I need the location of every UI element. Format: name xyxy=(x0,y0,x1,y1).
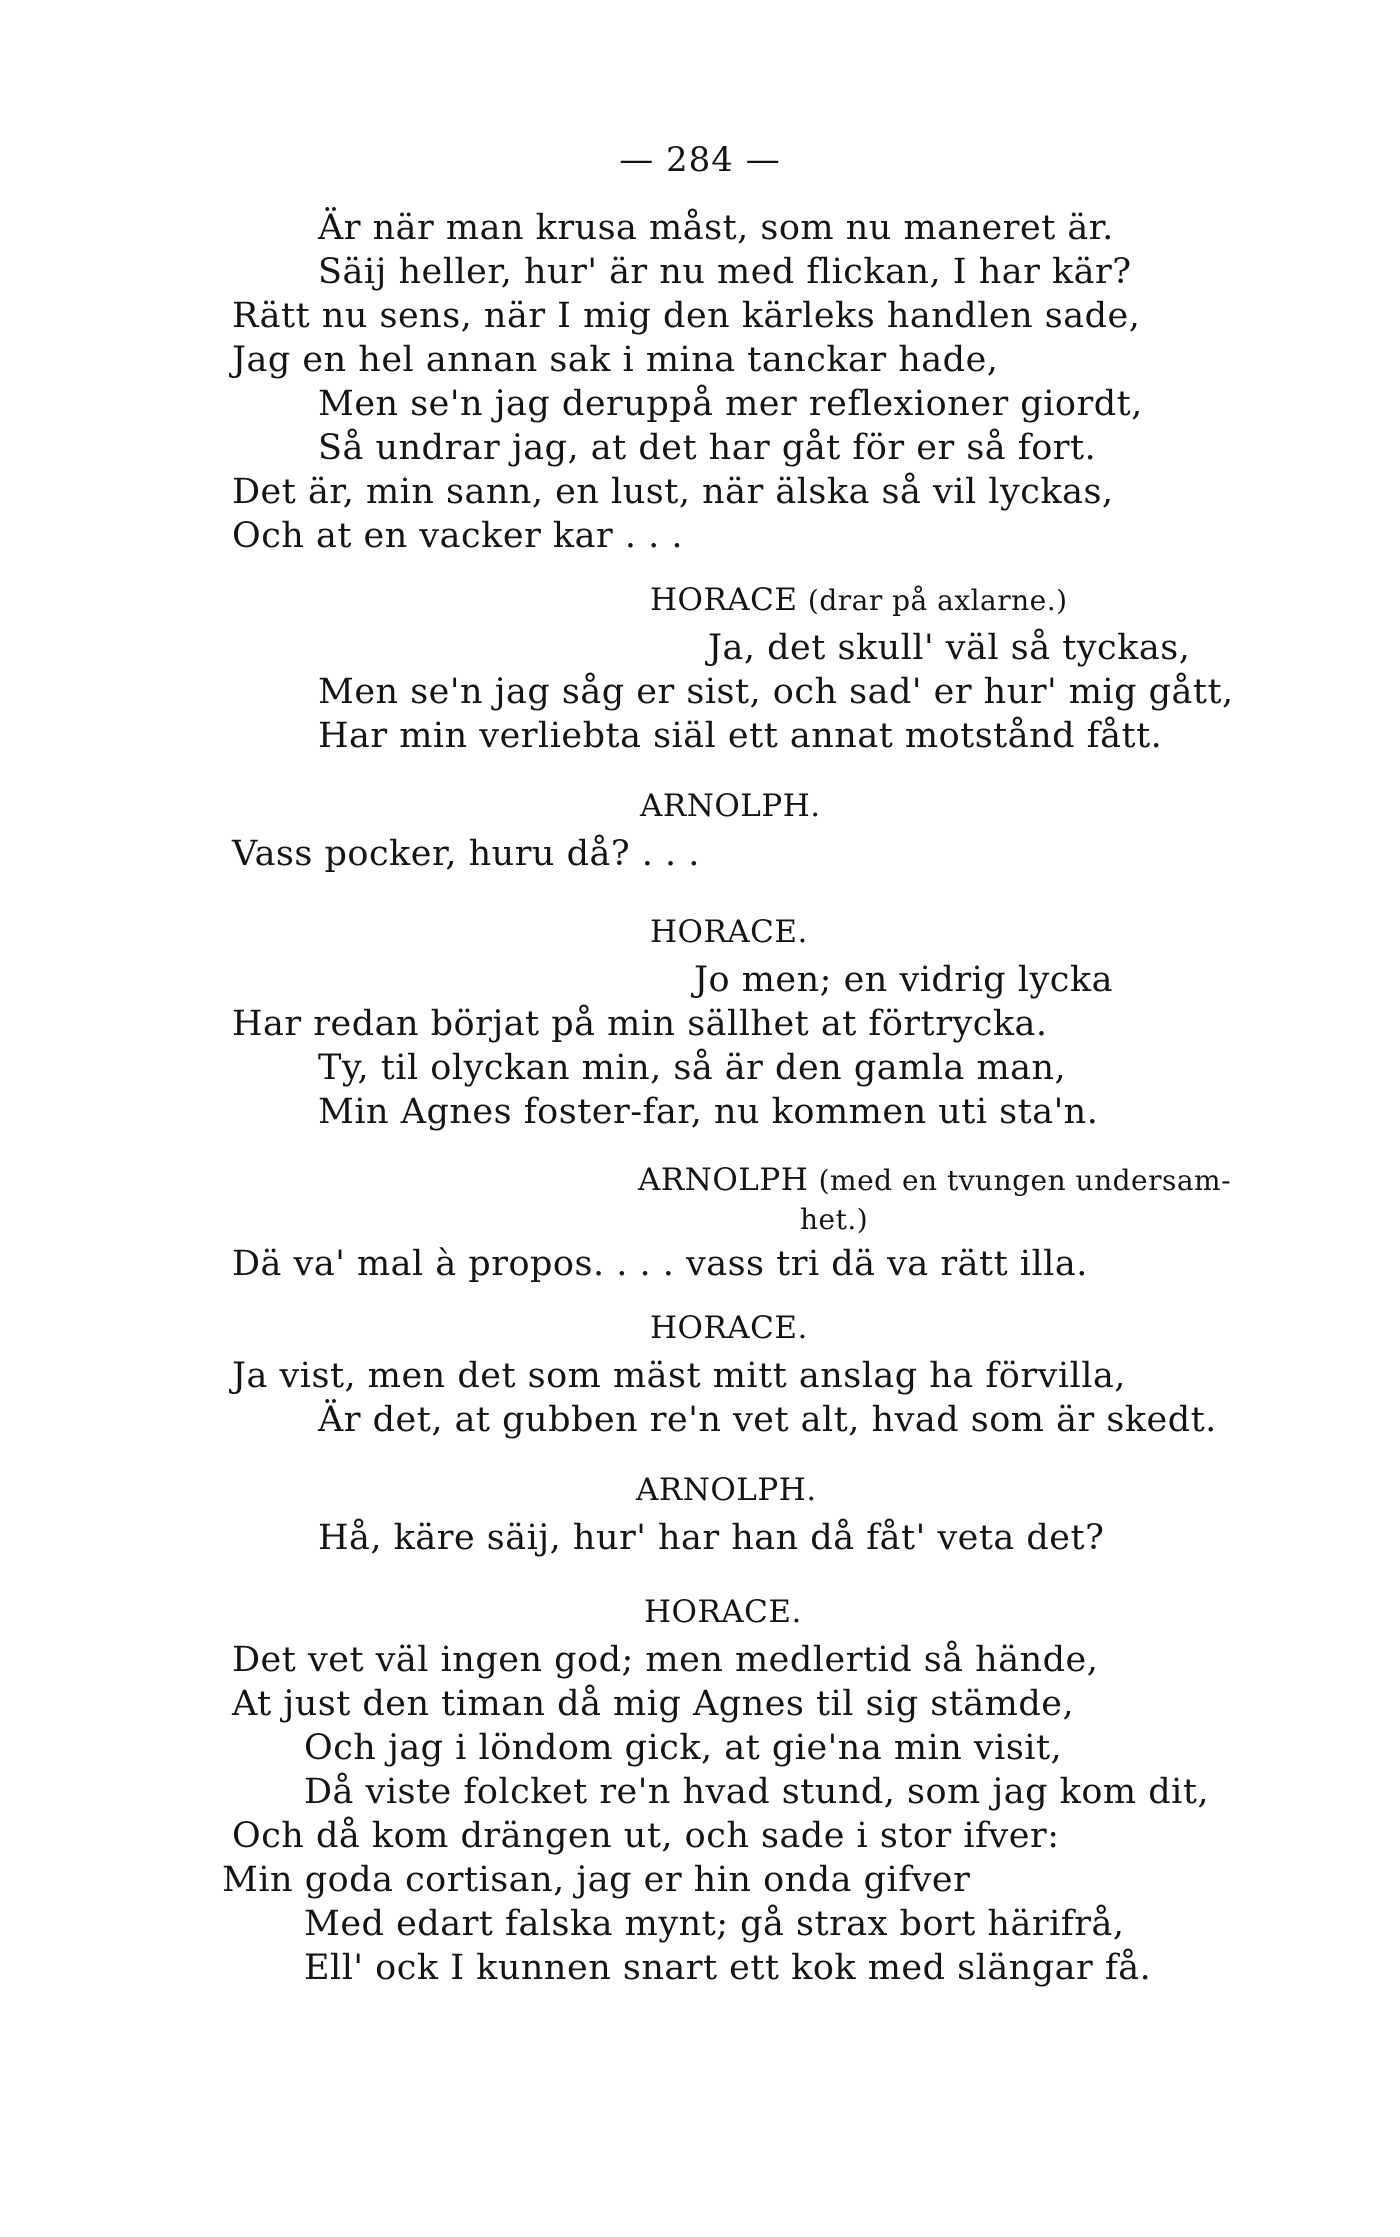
verse-line: Min Agnes foster-far, nu kommen uti sta'n. xyxy=(318,1092,1099,1132)
stage-direction: (med en tvungen undersam- xyxy=(818,1164,1232,1197)
verse-line: Ja, det skull' väl så tyckas, xyxy=(708,628,1191,668)
verse-line: Och at en vacker kar . . . xyxy=(232,516,683,556)
speaker-heading: HORACE. xyxy=(650,914,808,950)
speaker-heading xyxy=(638,1160,1231,1201)
speaker-name: HORACE xyxy=(650,582,798,618)
verse-line: Är när man krusa måst, som nu maneret är. xyxy=(318,208,1114,248)
verse-line: Har redan börjat på min sällhet at förtrycka. xyxy=(232,1004,1048,1044)
speaker-heading: ARNOLPH. xyxy=(636,1472,817,1508)
verse-line: Det vet väl ingen god; men medlertid så hände, xyxy=(232,1640,1099,1680)
verse-line: Säij heller, hur' är nu med flickan, I har kär? xyxy=(318,252,1132,292)
speaker-heading: HORACE. xyxy=(650,1310,808,1346)
verse-line: Det är, min sann, en lust, när älska så vil lyckas, xyxy=(232,472,1114,512)
page-number: — 284 — xyxy=(619,140,781,180)
verse-line: Vass pocker, huru då? . . . xyxy=(232,834,700,874)
verse-line: Och jag i löndom gick, at gie'na min visit, xyxy=(304,1728,1063,1768)
stage-direction-continued: het.) xyxy=(800,1203,869,1236)
verse-line: At just den timan då mig Agnes til sig stämde, xyxy=(232,1684,1075,1724)
verse-line: Med edart falska mynt; gå strax bort härifrå, xyxy=(304,1904,1125,1944)
verse-line: Rätt nu sens, när I mig den kärleks handlen sade, xyxy=(232,296,1141,336)
verse-line: Jo men; en vidrig lycka xyxy=(694,960,1113,1000)
speaker-name: ARNOLPH xyxy=(638,1162,809,1198)
speaker-heading: HORACE. xyxy=(644,1594,802,1630)
verse-line: Är det, at gubben re'n vet alt, hvad som är skedt. xyxy=(318,1400,1217,1440)
speaker-heading xyxy=(650,580,1068,621)
speaker-heading: ARNOLPH. xyxy=(640,788,821,824)
verse-line: Dä va' mal à propos. . . . vass tri dä va rätt illa. xyxy=(232,1244,1088,1284)
verse-line: Hå, käre säij, hur' har han då fåt' veta det? xyxy=(318,1518,1105,1558)
verse-line: Ja vist, men det som mäst mitt anslag ha förvilla, xyxy=(232,1356,1126,1396)
verse-line: Så undrar jag, at det har gåt för er så fort. xyxy=(318,428,1097,468)
verse-line: Då viste folcket re'n hvad stund, som jag kom dit, xyxy=(304,1772,1210,1812)
verse-line: Men se'n jag deruppå mer reflexioner giordt, xyxy=(318,384,1143,424)
verse-line: Och då kom drängen ut, och sade i stor ifver: xyxy=(232,1816,1060,1856)
verse-line: Min goda cortisan, jag er hin onda gifver xyxy=(222,1860,971,1900)
verse-line: Men se'n jag såg er sist, och sad' er hur' mig gått, xyxy=(318,672,1234,712)
verse-line: Ty, til olyckan min, så är den gamla man, xyxy=(318,1048,1067,1088)
stage-direction: (drar på axlarne.) xyxy=(807,584,1068,617)
verse-line: Har min verliebta siäl ett annat motstånd fått. xyxy=(318,716,1163,756)
verse-line: Jag en hel annan sak i mina tanckar hade, xyxy=(232,340,999,380)
verse-line: Ell' ock I kunnen snart ett kok med slängar få. xyxy=(304,1948,1152,1988)
